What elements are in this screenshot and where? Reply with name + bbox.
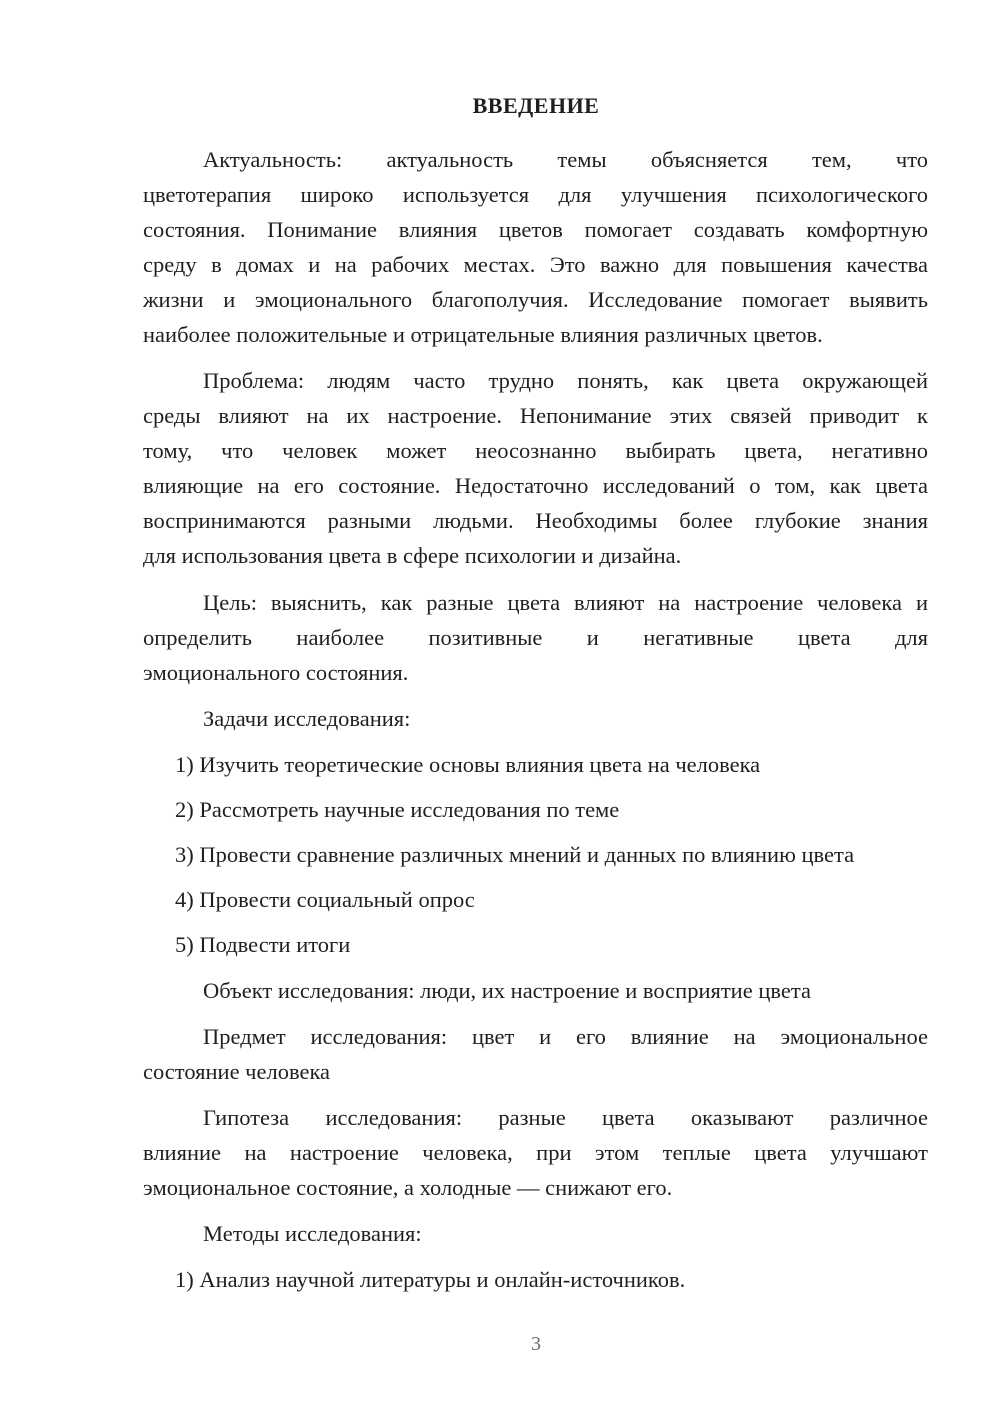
text-line: состояния. Понимание влияния цветов помогает создавать комфортную bbox=[143, 217, 928, 242]
text-line: эмоционального состояния. bbox=[143, 660, 409, 685]
list-item: 2) Рассмотреть научные исследования по теме bbox=[175, 797, 620, 822]
page-number: 3 bbox=[531, 1333, 541, 1355]
section-label: Методы исследования: bbox=[203, 1221, 422, 1246]
text-line: для использования цвета в сфере психологии и дизайна. bbox=[143, 543, 682, 568]
text-line: тому, что человек может неосознанно выбирать цвета, негативно bbox=[143, 438, 928, 463]
text-line: Цель: выяснить, как разные цвета влияют на настроение человека и bbox=[203, 590, 928, 615]
text-line: цветотерапия широко используется для улучшения психологического bbox=[143, 182, 928, 207]
list-item: 3) Провести сравнение различных мнений и данных по влиянию цвета bbox=[175, 842, 855, 867]
text-line: влияющие на его состояние. Недостаточно исследований о том, как цвета bbox=[143, 473, 928, 498]
text-line: влияние на настроение человека, при этом теплые цвета улучшают bbox=[143, 1140, 928, 1165]
text-line: наиболее положительные и отрицательные влияния различных цветов. bbox=[143, 322, 823, 347]
text-line: жизни и эмоционального благополучия. Исследование помогает выявить bbox=[143, 287, 928, 312]
text-line: эмоциональное состояние, а холодные — снижают его. bbox=[143, 1175, 673, 1200]
text-line: воспринимаются разными людьми. Необходимы более глубокие знания bbox=[143, 508, 928, 533]
list-item: 4) Провести социальный опрос bbox=[175, 887, 475, 912]
page-title: ВВЕДЕНИЕ bbox=[472, 93, 600, 118]
text-line: Объект исследования: люди, их настроение и восприятие цвета bbox=[203, 978, 811, 1003]
list-item: 1) Изучить теоретические основы влияния цвета на человека bbox=[175, 752, 761, 777]
text-line: Проблема: людям часто трудно понять, как цвета окружающей bbox=[203, 368, 928, 393]
text-line: Гипотеза исследования: разные цвета оказывают различное bbox=[203, 1105, 928, 1130]
text-line: Предмет исследования: цвет и его влияние на эмоциональное bbox=[203, 1024, 928, 1049]
text-line: определить наиболее позитивные и негативные цвета для bbox=[143, 625, 928, 650]
list-item: 1) Анализ научной литературы и онлайн-источников. bbox=[175, 1267, 686, 1292]
text-line: среду в домах и на рабочих местах. Это важно для повышения качества bbox=[143, 252, 928, 277]
text-line: состояние человека bbox=[143, 1059, 331, 1084]
text-line: среды влияют на их настроение. Непонимание этих связей приводит к bbox=[143, 403, 928, 428]
text-line: Актуальность: актуальность темы объясняется тем, что bbox=[203, 147, 928, 172]
section-label: Задачи исследования: bbox=[203, 706, 411, 731]
list-item: 5) Подвести итоги bbox=[175, 932, 351, 957]
